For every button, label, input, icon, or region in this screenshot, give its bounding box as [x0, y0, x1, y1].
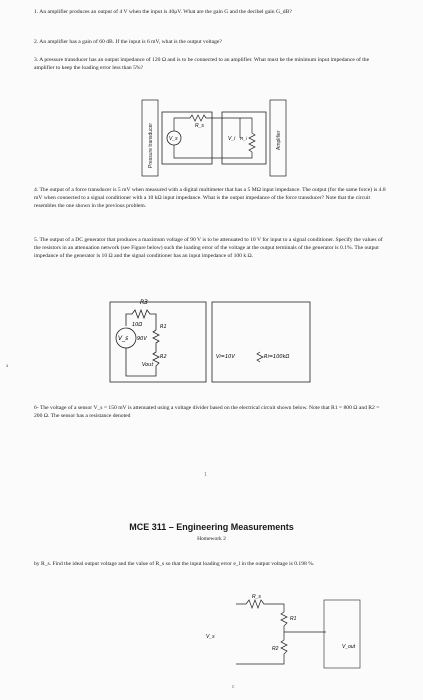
amplifier-label: Amplifier — [276, 130, 282, 150]
r1-resistor — [153, 330, 159, 348]
rs-resistor — [174, 115, 240, 138]
vs-value: 90V — [137, 336, 147, 342]
r1-label: R1 — [160, 324, 167, 330]
figure-attenuation-network — [104, 296, 314, 388]
ri-resistor — [257, 352, 263, 362]
r2-resistor — [236, 632, 287, 664]
vi-value: Vi=10V — [216, 354, 235, 360]
vs-label: V_s — [118, 335, 129, 342]
ri-label: R_i — [240, 136, 247, 141]
vs-label: V_s — [206, 634, 215, 640]
r1-resistor — [236, 600, 287, 632]
vout-label: Vout — [142, 362, 154, 368]
question-6: 6- The voltage of a sensor V_s = 150 mV is attenuated using a voltage divider based on the electrical circuit shown below. Note that R1 = 800 Ω and R2 = 200 Ω. The sensor has a resistance denoted — [34, 405, 380, 419]
vi-label: V_i — [228, 136, 236, 142]
r1-label: R1 — [290, 616, 297, 622]
course-title: MCE 311 – Engineering Measurements — [129, 522, 294, 532]
question-2: 2. An amplifier has a gain of 60 dB. If the input is 6 mV, what is the output voltage? — [34, 39, 222, 45]
vout-label: V_out — [342, 644, 356, 650]
vs-label: V_s — [169, 136, 178, 142]
question-4: 4. The output of a force transducer is 5 mV when measured with a digital multimeter that has a 5 MΩ input impedance. The output (for the same force) is 4.8 mV when connected to a signal conditioner with a 10 kΩ input impedance. What is the output impedance of the force transducer? Note that the circuit resembles the one shown in the previous problem. — [34, 187, 386, 209]
homework-label: Homework 2 — [197, 536, 226, 542]
question-1: 1. An amplifier produces an output of 4 V when the input is 40μV. What are the gain G and the decibel gain G_dB? — [34, 9, 292, 15]
page-number: 1 — [204, 472, 207, 478]
r2-label: R2 — [160, 354, 167, 360]
margin-mark: a — [6, 364, 9, 369]
bottom-mark: c — [232, 684, 235, 690]
r3-label: R3 — [140, 299, 148, 306]
conditioner-box — [212, 302, 310, 382]
r2-label: R2 — [272, 646, 279, 652]
question-6-continued: by R_s. Find the ideal output voltage and the value of R_s so that the input loading error e_l in the output voltage is 0.198 %. — [34, 561, 315, 567]
rs-label: R_s — [195, 123, 204, 129]
question-3: 3. A pressure transducer has an output impedance of 120 Ω and is to be connected to an amplifier. What must be the minimum input impedance of the amplifier to keep the loading error less than 5%? — [34, 57, 370, 71]
question-5: 5. The output of a DC generator that produces a maximum voltage of 90 V is to be attenuated to 10 V for input to a signal conditioner. Specify the values of the resistors in an attenuation network (see Figure below) such the loading error of the voltage at the output terminals of the generator is 0.1%. The output impedance of the generator is 10 Ω and the signal conditioner has an input impedance of 100 k Ω. — [34, 237, 383, 259]
ri-value: Ri=100kΩ — [264, 354, 290, 360]
r3-value: 10Ω — [132, 322, 143, 328]
figure-pressure-transducer-circuit — [140, 98, 290, 178]
output-box — [324, 600, 360, 668]
rs-label: R_s — [252, 594, 261, 600]
figure-voltage-divider — [206, 590, 366, 676]
pressure-transducer-label: Pressure transducer — [148, 122, 154, 168]
